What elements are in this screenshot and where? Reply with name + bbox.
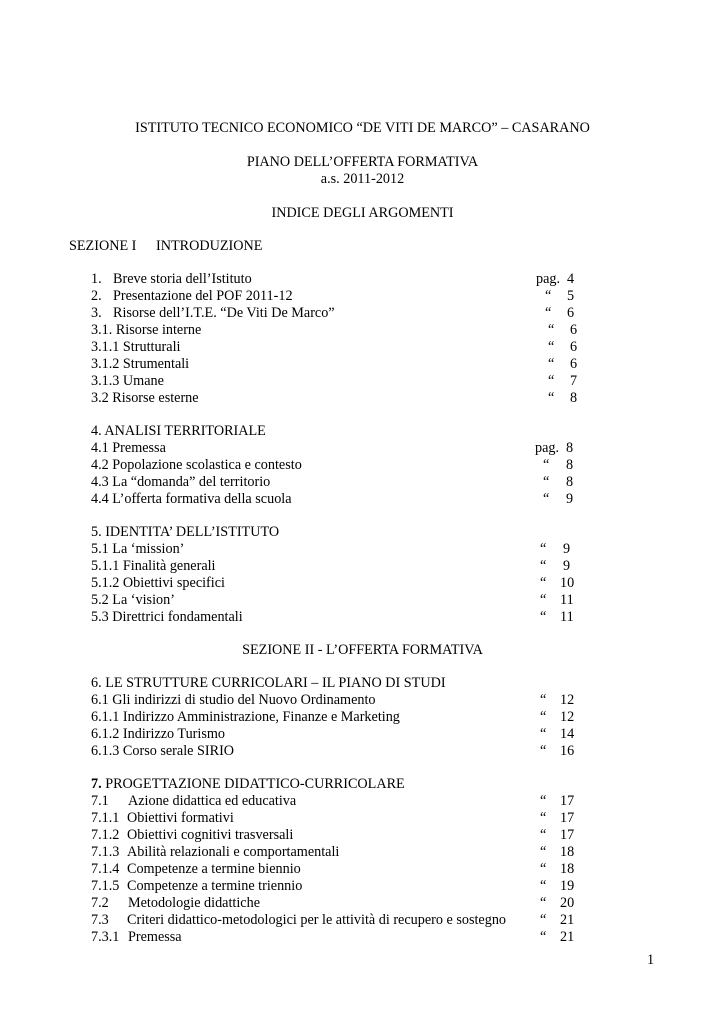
toc-page-number: 17 <box>560 793 575 809</box>
toc-item-num: 7.1.2 <box>91 827 120 843</box>
toc-page-number: 16 <box>560 743 575 759</box>
toc-ditto-mark: “ <box>548 373 555 389</box>
toc-item-text: 3.1.3 Umane <box>91 373 164 389</box>
toc-page-number: 5 <box>567 288 575 304</box>
toc-page-number: 21 <box>560 929 575 945</box>
toc-ditto-mark: “ <box>540 743 547 759</box>
toc-ditto-mark: “ <box>540 541 547 557</box>
toc-ditto-mark: “ <box>540 861 547 877</box>
toc-item-text: 6.1 Gli indirizzi di studio del Nuovo Ordinamento <box>91 692 376 708</box>
toc-item-text: 5.2 La ‘vision’ <box>91 592 175 608</box>
toc-item-text: 4.2 Popolazione scolastica e contesto <box>91 457 302 473</box>
toc-item-text: Breve storia dell’Istituto <box>113 271 252 287</box>
toc-item-num: 3. <box>91 305 102 321</box>
toc-item-text: 3.1.1 Strutturali <box>91 339 181 355</box>
toc-ditto-mark: “ <box>548 390 555 406</box>
toc-item-num: 7.2 <box>91 895 109 911</box>
toc-ditto-mark: “ <box>543 491 550 507</box>
toc-ditto-mark: “ <box>540 895 547 911</box>
toc-item-text: 3.1.2 Strumentali <box>91 356 190 372</box>
section-1-label: SEZIONE I <box>69 238 137 254</box>
toc-item-num: 7.3.1 <box>91 929 120 945</box>
toc-ditto-mark: “ <box>543 457 550 473</box>
toc-heading: 5. IDENTITA’ DELL’ISTITUTO <box>91 524 280 540</box>
toc-page-number: 12 <box>560 709 575 725</box>
toc-page-number: 4 <box>567 271 575 287</box>
toc-item-num: 7.3 <box>91 912 109 928</box>
toc-page-number: 9 <box>563 541 571 557</box>
toc-page-number: 8 <box>566 440 574 456</box>
toc-page-number: 6 <box>570 322 578 338</box>
toc-item-text: Obiettivi formativi <box>127 810 234 826</box>
toc-item-text: 5.1.2 Obiettivi specifici <box>91 575 225 591</box>
toc-item-num: 7.1.4 <box>91 861 120 877</box>
toc-heading-number: 7. <box>91 776 102 792</box>
toc-heading: 4. ANALISI TERRITORIALE <box>91 423 266 439</box>
toc-ditto-mark: “ <box>540 558 547 574</box>
toc-page-number: 17 <box>560 827 575 843</box>
toc-item-text: 6.1.1 Indirizzo Amministrazione, Finanze e Marketing <box>91 709 400 725</box>
toc-page-number: 11 <box>560 609 574 625</box>
toc-page-number: 6 <box>567 305 575 321</box>
toc-item-text: 4.3 La “domanda” del territorio <box>91 474 271 490</box>
toc-page-number: 21 <box>560 912 575 928</box>
toc-ditto-mark: “ <box>540 692 547 708</box>
toc-item-text: Competenze a termine triennio <box>127 878 303 894</box>
footer-page-number: 1 <box>647 952 655 968</box>
toc-ditto-mark: “ <box>540 609 547 625</box>
toc-page-number: 18 <box>560 861 575 877</box>
toc-page-number: 9 <box>563 558 571 574</box>
toc-ditto-mark: “ <box>540 575 547 591</box>
toc-item-num: 1. <box>91 271 102 287</box>
toc-item-text: Risorse dell’I.T.E. “De Viti De Marco” <box>113 305 335 321</box>
section-1-title: INTRODUZIONE <box>156 238 263 254</box>
toc-item-text: Azione didattica ed educativa <box>128 793 297 809</box>
toc-item-text: 4.4 L’offerta formativa della scuola <box>91 491 292 507</box>
toc-item-text: Obiettivi cognitivi trasversali <box>127 827 294 843</box>
school-name: ISTITUTO TECNICO ECONOMICO “DE VITI DE MARCO” – CASARANO <box>135 120 590 136</box>
index-title: INDICE DEGLI ARGOMENTI <box>271 205 454 221</box>
toc-ditto-mark: “ <box>548 356 555 372</box>
plan-title: PIANO DELL’OFFERTA FORMATIVA <box>246 154 479 170</box>
toc-page-number: 6 <box>570 356 578 372</box>
toc-item-text: Abilità relazionali e comportamentali <box>127 844 340 860</box>
toc-page-number: 8 <box>566 457 574 473</box>
toc-page-number: 20 <box>560 895 575 911</box>
toc-ditto-mark: “ <box>540 709 547 725</box>
toc-ditto-mark: “ <box>540 912 547 928</box>
school-year: a.s. 2011-2012 <box>320 171 405 187</box>
toc-page-label: pag. <box>535 440 560 456</box>
toc-item-text: 3.1. Risorse interne <box>91 322 202 338</box>
toc-item-text: 5.1.1 Finalità generali <box>91 558 216 574</box>
toc-page-number: 8 <box>566 474 574 490</box>
toc-page-number: 8 <box>570 390 578 406</box>
toc-page-number: 19 <box>560 878 575 894</box>
toc-item-text: Premessa <box>128 929 182 945</box>
toc-item-text: Presentazione del POF 2011-12 <box>113 288 293 304</box>
toc-item-num: 2. <box>91 288 102 304</box>
toc-ditto-mark: “ <box>543 474 550 490</box>
toc-ditto-mark: “ <box>540 793 547 809</box>
toc-item-text: Criteri didattico-metodologici per le attività di recupero e sostegno <box>127 912 507 928</box>
toc-page-number: 6 <box>570 339 578 355</box>
toc-item-text: 3.2 Risorse esterne <box>91 390 199 406</box>
toc-item-num: 7.1 <box>91 793 109 809</box>
toc-heading <box>91 776 405 793</box>
toc-heading-text: PROGETTAZIONE DIDATTICO-CURRICOLARE <box>101 776 405 792</box>
toc-page-label: pag. <box>536 271 561 287</box>
toc-ditto-mark: “ <box>545 288 552 304</box>
toc-page-number: 17 <box>560 810 575 826</box>
toc-ditto-mark: “ <box>540 929 547 945</box>
toc-ditto-mark: “ <box>540 592 547 608</box>
toc-page-number: 9 <box>566 491 574 507</box>
toc-page-number: 14 <box>560 726 575 742</box>
toc-item-text: 5.1 La ‘mission’ <box>91 541 185 557</box>
toc-ditto-mark: “ <box>540 810 547 826</box>
toc-page-number: 7 <box>570 373 578 389</box>
toc-page-number: 12 <box>560 692 575 708</box>
toc-heading: 6. LE STRUTTURE CURRICOLARI – IL PIANO DI STUDI <box>91 675 446 691</box>
toc-item-num: 7.1.1 <box>91 810 120 826</box>
toc-item-text: Competenze a termine biennio <box>127 861 301 877</box>
toc-item-text: 4.1 Premessa <box>91 440 166 456</box>
toc-page-number: 10 <box>560 575 575 591</box>
toc-ditto-mark: “ <box>540 878 547 894</box>
toc-item-text: 6.1.2 Indirizzo Turismo <box>91 726 225 742</box>
toc-item-num: 7.1.3 <box>91 844 120 860</box>
toc-ditto-mark: “ <box>540 726 547 742</box>
toc-page-number: 11 <box>560 592 574 608</box>
toc-ditto-mark: “ <box>540 827 547 843</box>
toc-item-text: Metodologie didattiche <box>128 895 260 911</box>
section-2-title: SEZIONE II - L’OFFERTA FORMATIVA <box>242 642 483 658</box>
toc-item-num: 7.1.5 <box>91 878 120 894</box>
toc-ditto-mark: “ <box>545 305 552 321</box>
toc-ditto-mark: “ <box>540 844 547 860</box>
toc-item-text: 5.3 Direttrici fondamentali <box>91 609 243 625</box>
toc-item-text: 6.1.3 Corso serale SIRIO <box>91 743 235 759</box>
toc-ditto-mark: “ <box>548 322 555 338</box>
toc-ditto-mark: “ <box>548 339 555 355</box>
toc-page-number: 18 <box>560 844 575 860</box>
